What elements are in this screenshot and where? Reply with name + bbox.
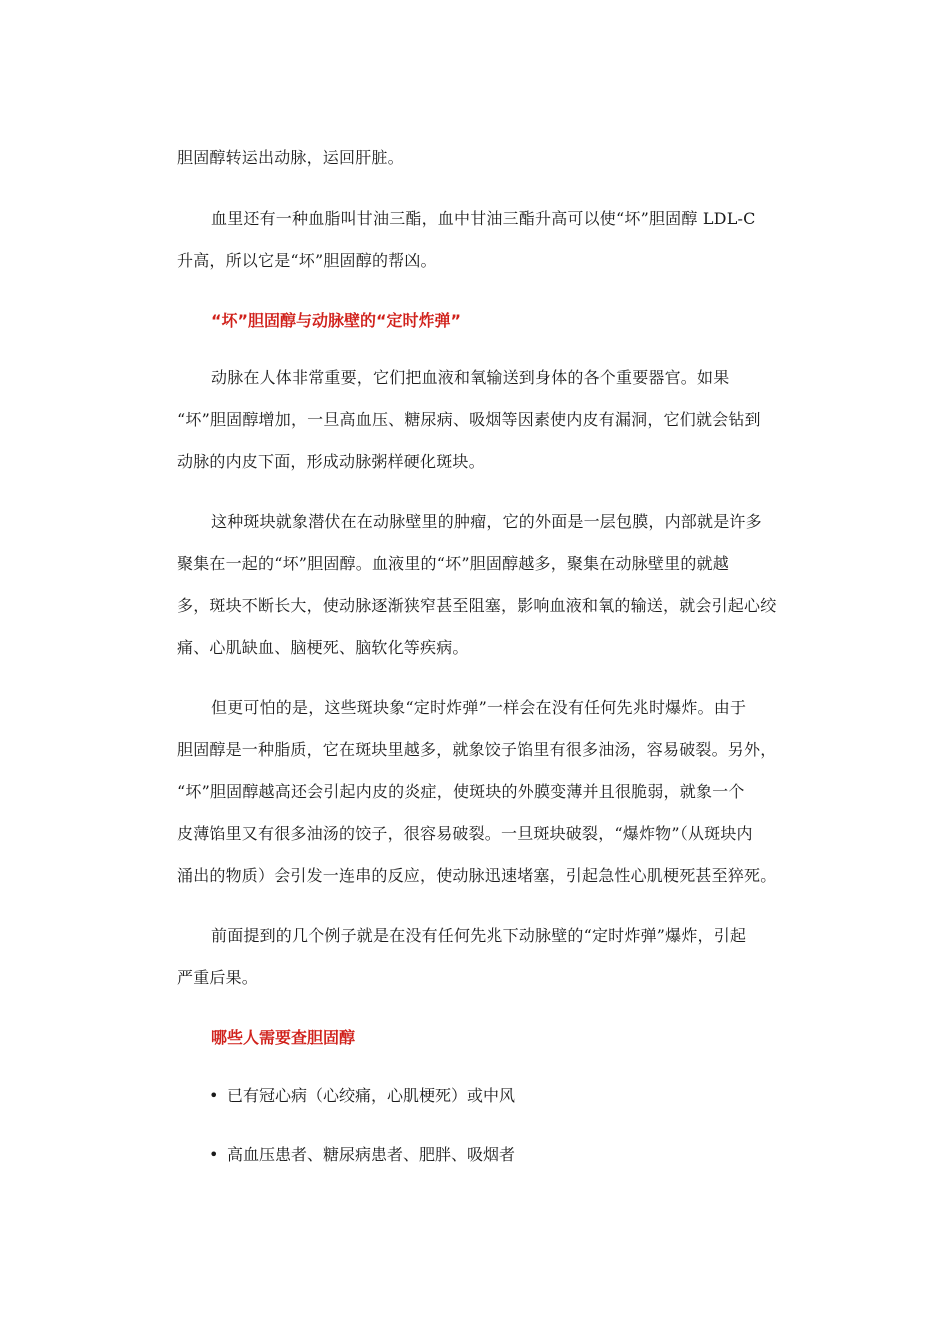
paragraph-line: 聚集在一起的“坏”胆固醇。血液里的“坏”胆固醇越多，聚集在动脉壁里的就越 <box>177 554 729 573</box>
list-item <box>209 1145 515 1165</box>
section-heading: “坏”胆固醇与动脉壁的“定时炸弹” <box>211 311 462 330</box>
section-heading: 哪些人需要查胆固醇 <box>211 1028 356 1047</box>
bullet-icon: • <box>209 1086 219 1105</box>
paragraph-line: 这种斑块就象潜伏在在动脉壁里的肿瘤，它的外面是一层包膜，内部就是许多 <box>211 512 762 531</box>
paragraph-line: “坏”胆固醇越高还会引起内皮的炎症，使斑块的外膜变薄并且很脆弱，就象一个 <box>177 782 745 801</box>
paragraph-line: 动脉在人体非常重要，它们把血液和氧输送到身体的各个重要器官。如果 <box>211 368 730 387</box>
bullet-icon: • <box>209 1145 219 1164</box>
paragraph-line: 严重后果。 <box>177 968 259 987</box>
list-item <box>209 1086 515 1106</box>
paragraph-line: 胆固醇转运出动脉，运回肝脏。 <box>177 148 404 167</box>
paragraph-line: 血里还有一种血脂叫甘油三酯，血中甘油三酯升高可以使“坏”胆固醇 LDL-C <box>211 209 756 228</box>
paragraph-line: 多，斑块不断长大，使动脉逐渐狭窄甚至阻塞，影响血液和氧的输送，就会引起心绞 <box>177 596 777 615</box>
paragraph-line: 但更可怕的是，这些斑块象“定时炸弹”一样会在没有任何先兆时爆炸。由于 <box>211 698 747 717</box>
paragraph-line: 动脉的内皮下面，形成动脉粥样硬化斑块。 <box>177 452 485 471</box>
paragraph-line: 胆固醇是一种脂质，它在斑块里越多，就象饺子馅里有很多油汤，容易破裂。另外， <box>177 740 777 759</box>
list-item-text: 已有冠心病（心绞痛，心肌梗死）或中风 <box>227 1086 516 1105</box>
paragraph-line: 痛、心肌缺血、脑梗死、脑软化等疾病。 <box>177 638 469 657</box>
paragraph-line: “坏”胆固醇增加，一旦高血压、糖尿病、吸烟等因素使内皮有漏洞，它们就会钻到 <box>177 410 761 429</box>
paragraph-line: 涌出的物质）会引发一连串的反应，使动脉迅速堵塞，引起急性心肌梗死甚至猝死。 <box>177 866 777 885</box>
paragraph-line: 升高，所以它是“坏”胆固醇的帮凶。 <box>177 251 437 270</box>
list-item-text: 高血压患者、糖尿病患者、肥胖、吸烟者 <box>227 1145 516 1164</box>
paragraph-line: 皮薄馅里又有很多油汤的饺子，很容易破裂。一旦斑块破裂，“爆炸物”（从斑块内 <box>177 824 753 843</box>
paragraph-line: 前面提到的几个例子就是在没有任何先兆下动脉壁的“定时炸弹”爆炸，引起 <box>211 926 747 945</box>
